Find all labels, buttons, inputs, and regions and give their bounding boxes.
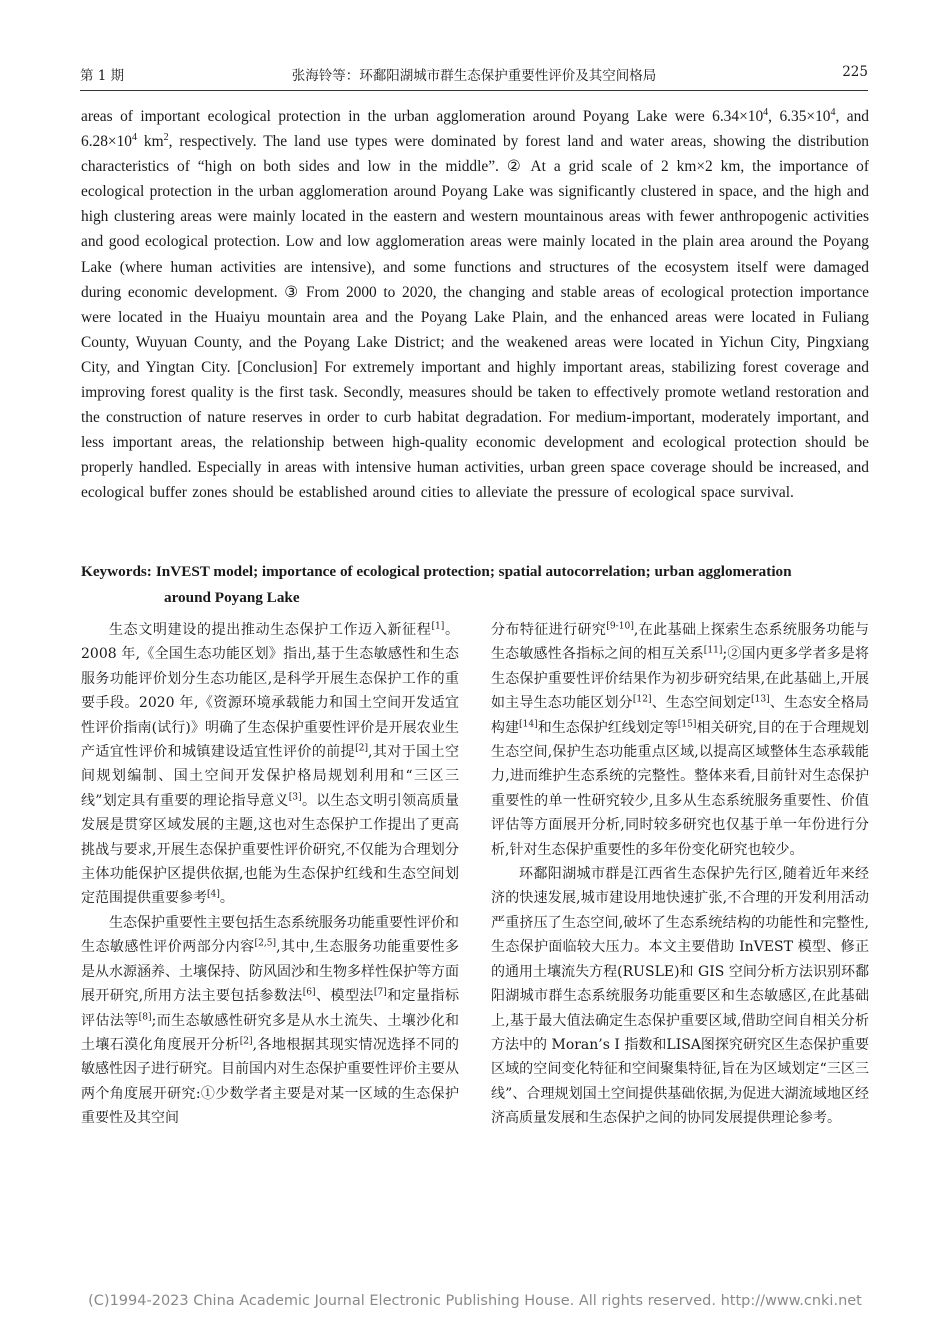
keywords-text: InVEST model; importance of ecological protection; spatial autocorrelation; urban agglomeration: [155, 563, 792, 580]
page-number: 225: [842, 64, 868, 80]
issue-label: 第 1 期: [80, 68, 125, 84]
paragraph: 生态文明建设的提出推动生态保护工作迈入新征程[1]。2008 年,《全国生态功能区划》指出,基于生态敏感性和生态服务功能评价划分生态功能区,是科学开展生态保护工作的重要手段。2020 年,《资源环境承载能力和国土空间开发适宜性评价指南(试行)》明确了生态保护重要性评价是开展农业生产适宜性评价和城镇建设适宜性评价的前提[2],其对于国土空间规划编制、国土空间开发保护格局规划利用和“三区三线”划定具有重要的理论指导意义[3]。以生态文明引领高质量发展是贯穿区域发展的主题,这也对生态保护工作提出了更高挑战与要求,开展生态保护重要性评价研究,不仅能为合理划分主体功能保护区提供依据,也能为生态保护红线和生态空间划定范围提供重要参考[4]。: [81, 621, 460, 907]
paragraph: 分布特征进行研究[9-10],在此基础上探索生态系统服务功能与生态敏感性各指标之间的相互关系[11];②国内更多学者多是将生态保护重要性评价结果作为初步研究结果,在此基础上,开展如主导生态功能区划分[12]、生态空间划定[13]、生态安全格局构建[14]和生态保护红线划定等[15]相关研究,目的在于合理规划生态空间,保护生态功能重点区域,以提高区域整体生态承载能力,进而维护生态系统的完整性。整体来看,目前针对生态保护重要性的单一性研究较少,且多从生态系统服务重要性、价值评估等方面展开分析,同时较多研究也仅基于单一年份进行分析,针对生态保护重要性的多年份变化研究也较少。: [491, 621, 870, 858]
keywords-text-cont: around Poyang Lake: [164, 588, 300, 606]
body-column-right: [491, 618, 869, 1131]
running-header: [80, 64, 868, 88]
paragraph: 环鄱阳湖城市群是江西省生态保护先行区,随着近年来经济的快速发展,城市建设用地快速扩张,不合理的开发利用活动严重挤压了生态空间,破坏了生态系统结构的功能性和完整性,生态保护面临较大压力。本文主要借助 InVEST 模型、修正的通用土壤流失方程(RUSLE)和 GIS 空间分析方法识别环鄱阳湖城市群生态系统服务功能重要区和生态敏感区,在此基础上,基于最大值法确定生态保护重要区域,借助空间自相关分析方法中的 Moran’s I 指数和LISA图探究研究区生态保护重要区域的空间变化特征和空间聚集特征,旨在为区域划定“三区三线”、合理规划国土空间提供基础依据,为促进大湖流域地区经济高质量发展和生态保护之间的协同发展提供理论参考。: [491, 866, 869, 1127]
paragraph: 生态保护重要性主要包括生态系统服务功能重要性评价和生态敏感性评价两部分内容[2,5],其中,生态服务功能重要性多是从水源涵养、土壤保持、防风固沙和生物多样性保护等方面展开研究,所用方法主要包括参数法[6]、模型法[7]和定量指标评估法等[8];而生态敏感性研究多是从水土流失、土壤沙化和土壤石漠化角度展开分析[2],各地根据其现实情况选择不同的敏感性因子进行研究。目前国内对生态保护重要性评价主要从两个角度展开研究:①少数学者主要是对某一区域的生态保护重要性及其空间: [81, 914, 460, 1127]
running-title: 张海铃等：环鄱阳湖城市群生态保护重要性评价及其空间格局: [291, 68, 657, 84]
english-abstract: areas of important ecological protection in the urban agglomeration around Poyang Lake were $6.34\times 10^4$, $6.35\times 10^4$, and $6.28\times 10^4$ $km^2$, respectively. The land use types were dominated by forest land and water areas, showing the distribution characteristics of “high on both sides and low in the middle”. ② At a grid scale of 2 km×2 km, the importance of ecological protection in the urban agglomeration around Poyang Lake was significantly clustered in space, and the high and high clustering areas were mainly located in the eastern and western mountainous areas with fewer anthropogenic activities and good ecological protection. Low and low agglomeration areas were mainly located in the plain area around the Poyang Lake (where human activities are intensive), and some functions and structures of the ecosystem itself were damaged during economic development. ③ From 2000 to 2020, the changing and stable areas of ecological protection importance were located in the Huaiyu mountain area and the Poyang Lake Plain, and the enhanced areas were located in Fuliang County, Wuyuan County, and the Poyang Lake District; and the weakened areas were located in Yichun City, Pingxiang City, and Yingtan City. [Conclusion] For extremely important and highly important areas, stabilizing forest coverage and improving forest quality is the first task. Secondly, measures should be taken to effectively promote wetland restoration and the construction of nature reserves in order to curb habitat degradation. For medium-important, moderately important, and less important areas, the relationship between high-quality economic development and ecological protection should be properly handled. Especially in areas with intensive human activities, urban green space coverage should be increased, and ecological buffer zones should be established around cities to alleviate the pressure of ecological space survival.: [81, 106, 870, 502]
body-column-left: [81, 618, 459, 1131]
keywords: [81, 559, 869, 610]
header-rule: [80, 90, 868, 91]
copyright-footer: (C)1994-2023 China Academic Journal Electronic Publishing House. All rights reserved. http://www.cnki.net: [88, 1293, 862, 1309]
keywords-label: Keywords:: [81, 563, 152, 580]
